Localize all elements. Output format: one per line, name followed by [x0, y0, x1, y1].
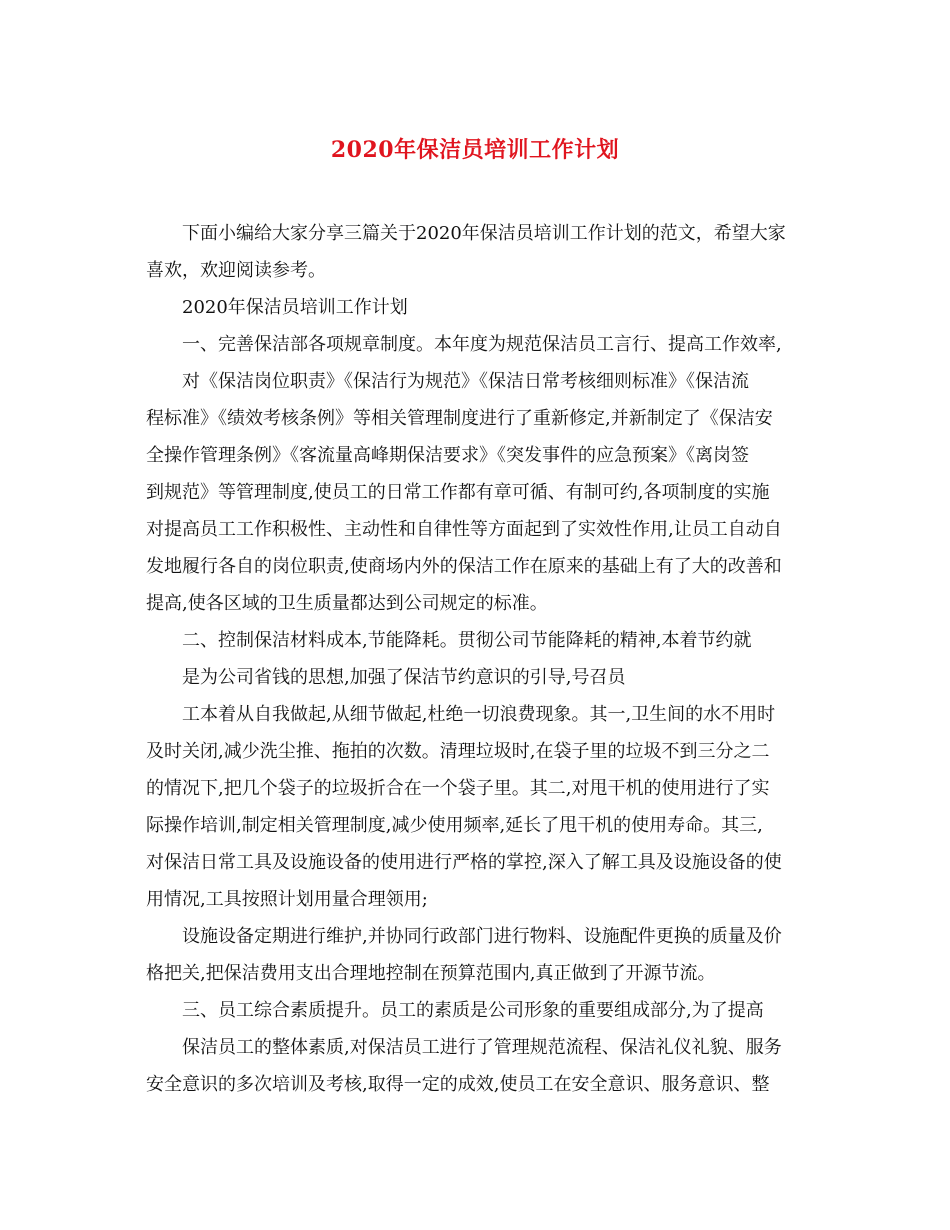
- body-line: 设施设备定期进行维护,并协同行政部门进行物料、设施配件更换的质量及价: [182, 926, 782, 947]
- section-heading: 2020年保洁员培训工作计划: [182, 297, 408, 318]
- body-line: 喜欢，欢迎阅读参考。: [146, 260, 326, 281]
- body-line: 提高,使各区域的卫生质量都达到公司规定的标准。: [146, 593, 548, 614]
- body-line: 安全意识的多次培训及考核,取得一定的成效,使员工在安全意识、服务意识、整: [146, 1074, 770, 1095]
- body-line: 一、完善保洁部各项规章制度。本年度为规范保洁员工言行、提高工作效率,: [182, 334, 782, 355]
- body-line: 及时关闭,减少洗尘推、拖拍的次数。清理垃圾时,在袋子里的垃圾不到三分之二: [146, 741, 770, 762]
- document-title: 2020年保洁员培训工作计划: [330, 137, 620, 163]
- body-line: 三、员工综合素质提升。员工的素质是公司形象的重要组成部分,为了提高: [182, 1000, 764, 1021]
- body-line: 全操作管理条例》《客流量高峰期保洁要求》《突发事件的应急预案》《离岗签: [146, 445, 749, 466]
- body-line: 程标准》《绩效考核条例》等相关管理制度进行了重新修定,并新制定了《保洁安: [146, 408, 773, 429]
- body-line: 工本着从自我做起,从细节做起,杜绝一切浪费现象。其一,卫生间的水不用时: [182, 704, 776, 725]
- body-line: 用情况,工具按照计划用量合理领用;: [146, 889, 428, 910]
- body-line: 的情况下,把几个袋子的垃圾折合在一个袋子里。其二,对甩干机的使用进行了实: [146, 778, 770, 799]
- body-line: 下面小编给大家分享三篇关于2020年保洁员培训工作计划的范文，希望大家: [182, 223, 786, 244]
- body-line: 发地履行各自的岗位职责,使商场内外的保洁工作在原来的基础上有了大的改善和: [146, 556, 782, 577]
- body-line: 格把关,把保洁费用支出合理地控制在预算范围内,真正做到了开源节流。: [146, 963, 716, 984]
- body-line: 对提高员工工作积极性、主动性和自律性等方面起到了实效性作用,让员工自动自: [146, 519, 782, 540]
- body-line: 是为公司省钱的思想,加强了保洁节约意识的引导,号召员: [182, 667, 626, 688]
- body-line: 保洁员工的整体素质,对保洁员工进行了管理规范流程、保洁礼仪礼貌、服务: [182, 1037, 782, 1058]
- body-line: 际操作培训,制定相关管理制度,减少使用频率,延长了甩干机的使用寿命。其三,: [146, 815, 763, 836]
- body-line: 到规范》等管理制度,使员工的日常工作都有章可循、有制可约,各项制度的实施: [146, 482, 770, 503]
- body-line: 二、控制保洁材料成本,节能降耗。贯彻公司节能降耗的精神,本着节约就: [182, 630, 752, 651]
- body-line: 对保洁日常工具及设施设备的使用进行严格的掌控,深入了解工具及设施设备的使: [146, 852, 782, 873]
- body-line: 对《保洁岗位职责》《保洁行为规范》《保洁日常考核细则标准》《保洁流: [182, 371, 749, 392]
